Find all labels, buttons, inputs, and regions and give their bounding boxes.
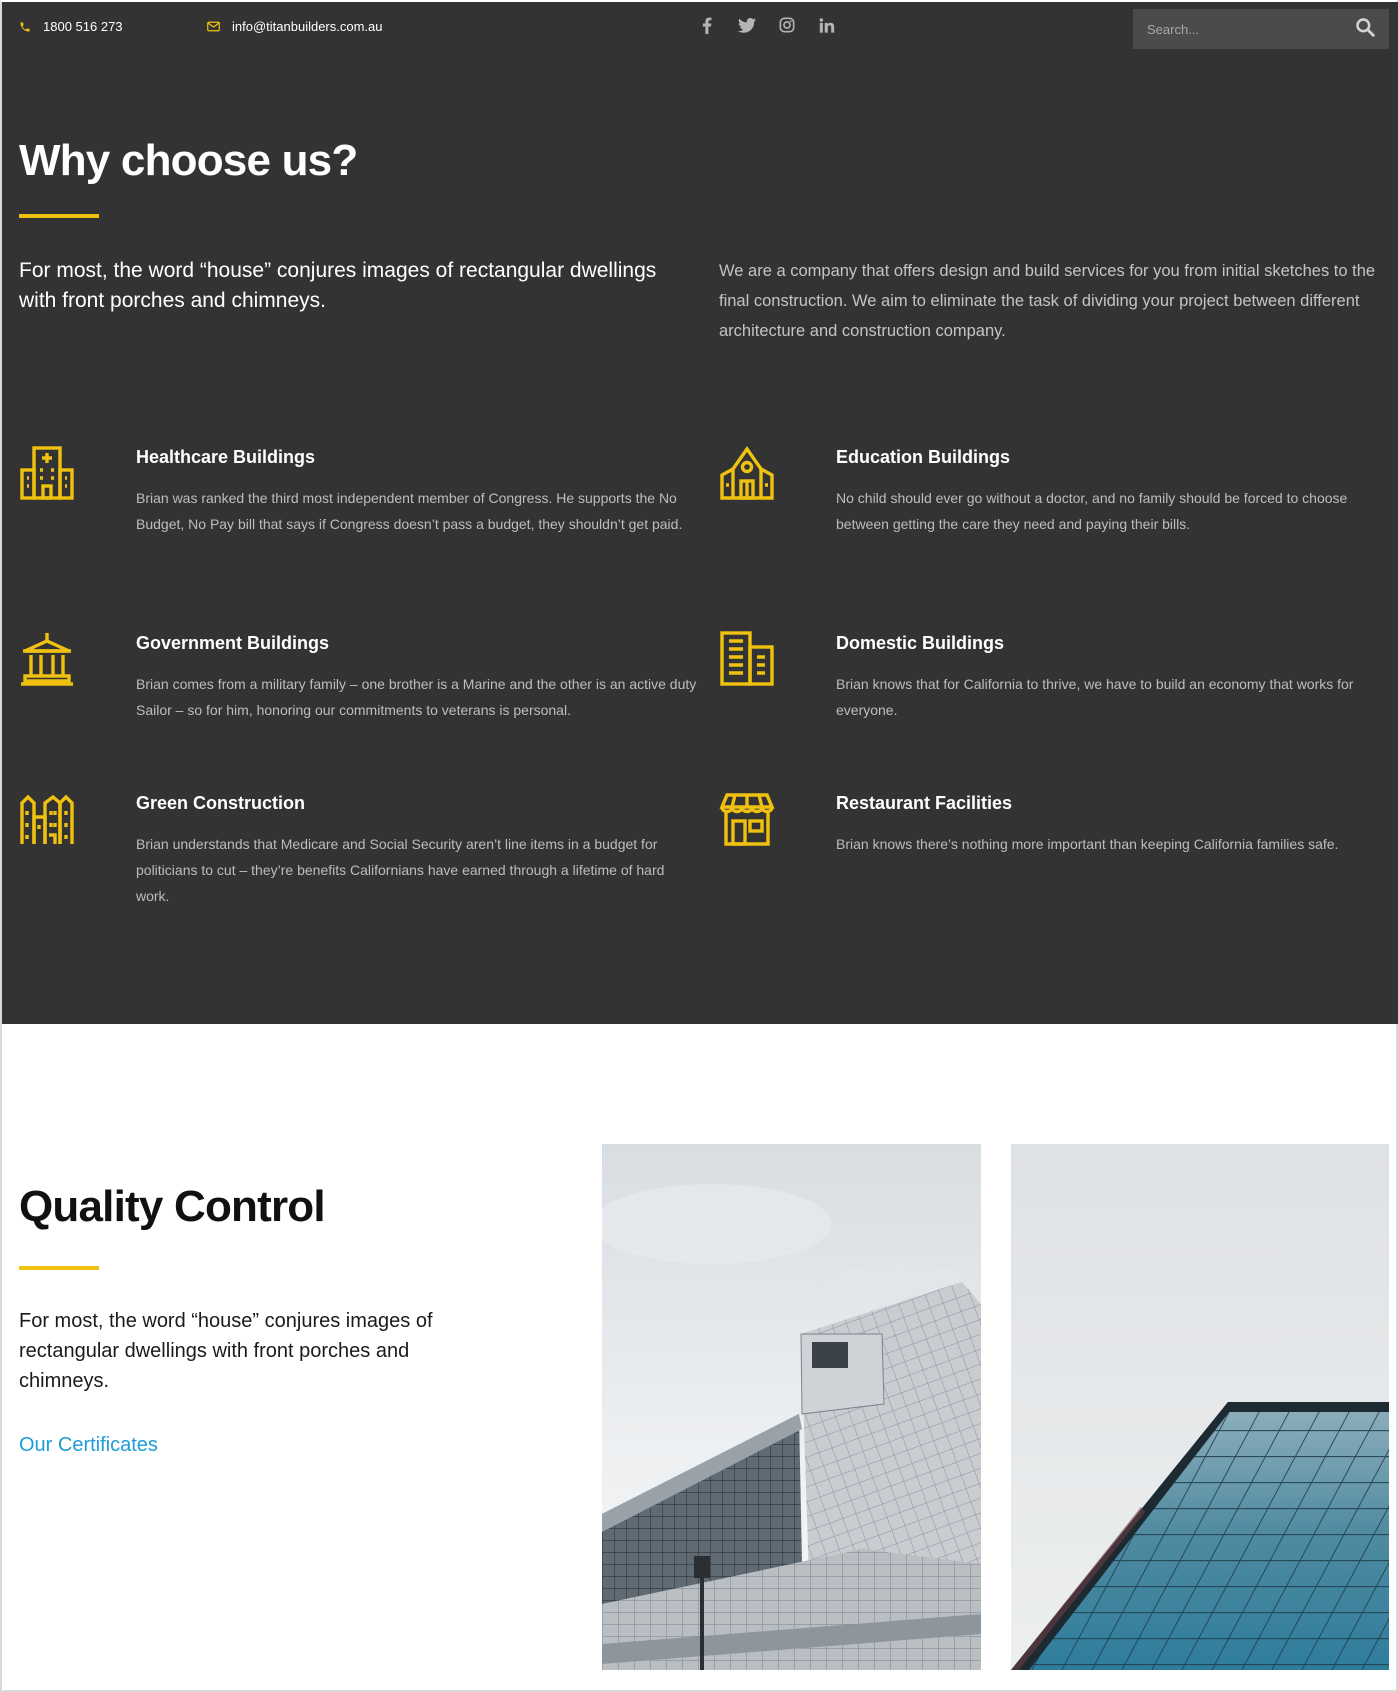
feature-description: Brian comes from a military family – one brother is a Marine and the other is an active duty Sailor – so for him, honoring our commitments to veterans is personal. bbox=[136, 676, 697, 718]
feature-description: Brian knows there’s nothing more important than keeping California families safe. bbox=[836, 836, 1339, 852]
feature-title: Domestic Buildings bbox=[836, 633, 1005, 653]
envelope-icon bbox=[207, 21, 220, 32]
twitter-icon[interactable] bbox=[738, 16, 756, 34]
social-links bbox=[698, 16, 836, 34]
quality-title-underline bbox=[19, 1266, 99, 1270]
phone-icon bbox=[19, 21, 31, 33]
feature-title: Healthcare Buildings bbox=[136, 447, 316, 467]
instagram-icon[interactable] bbox=[778, 16, 796, 34]
hospital-building-icon bbox=[19, 445, 75, 501]
email-address: info@titanbuilders.com.au bbox=[232, 19, 383, 34]
feature-title: Government Buildings bbox=[136, 633, 330, 653]
government-building-icon bbox=[19, 631, 75, 687]
school-building-icon bbox=[719, 445, 775, 501]
email-contact[interactable] bbox=[207, 19, 383, 34]
feature-description: No child should ever go without a doctor, and no family should be forced to choose between getting the care they need and paying their bills. bbox=[836, 490, 1348, 532]
feature-title: Restaurant Facilities bbox=[836, 793, 1013, 813]
apartment-building-icon bbox=[719, 631, 775, 687]
linkedin-icon[interactable] bbox=[818, 16, 836, 34]
intro-paragraph: We are a company that offers design and build services for you from initial sketches to the final construction. We aim to eliminate the task of dividing your project between different architecture and construction company. bbox=[719, 262, 1376, 340]
restaurant-store-icon bbox=[719, 791, 775, 847]
feature-description: Brian knows that for California to thrive, we have to build an economy that works for everyone. bbox=[836, 676, 1354, 718]
certificates-link[interactable]: Our Certificates bbox=[19, 1434, 158, 1456]
phone-number: 1800 516 273 bbox=[43, 19, 123, 34]
facebook-icon[interactable] bbox=[698, 16, 716, 34]
phone-contact[interactable] bbox=[19, 19, 123, 34]
feature-description: Brian understands that Medicare and Social Security aren’t line items in a budget for politicians to cut – they’re benefits Californians have earned through a lifetime of hard work. bbox=[136, 836, 665, 904]
title-underline bbox=[19, 214, 99, 218]
top-bar bbox=[2, 2, 1398, 54]
why-choose-section bbox=[2, 2, 1398, 1024]
search-box[interactable] bbox=[1133, 9, 1389, 49]
feature-title: Education Buildings bbox=[836, 447, 1010, 467]
search-input[interactable] bbox=[1147, 22, 1337, 37]
feature-description: Brian was ranked the third most independent member of Congress. He supports the No Budget, No Pay bill that says if Congress doesn’t pass a budget, they shouldn’t get paid. bbox=[136, 490, 683, 532]
quality-title: Quality Control bbox=[19, 1182, 325, 1231]
section-title: Why choose us? bbox=[19, 136, 358, 185]
quality-text: For most, the word “house” conjures images of rectangular dwellings with front porches and chimneys. bbox=[19, 1310, 433, 1392]
green-towers-icon bbox=[19, 791, 75, 847]
feature-title: Green Construction bbox=[136, 793, 306, 813]
building-photo-2 bbox=[1011, 1144, 1389, 1670]
search-icon[interactable] bbox=[1355, 17, 1375, 42]
lead-text: For most, the word “house” conjures images of rectangular dwellings with front porches and chimneys. bbox=[19, 259, 657, 312]
building-photo-1 bbox=[602, 1144, 981, 1670]
